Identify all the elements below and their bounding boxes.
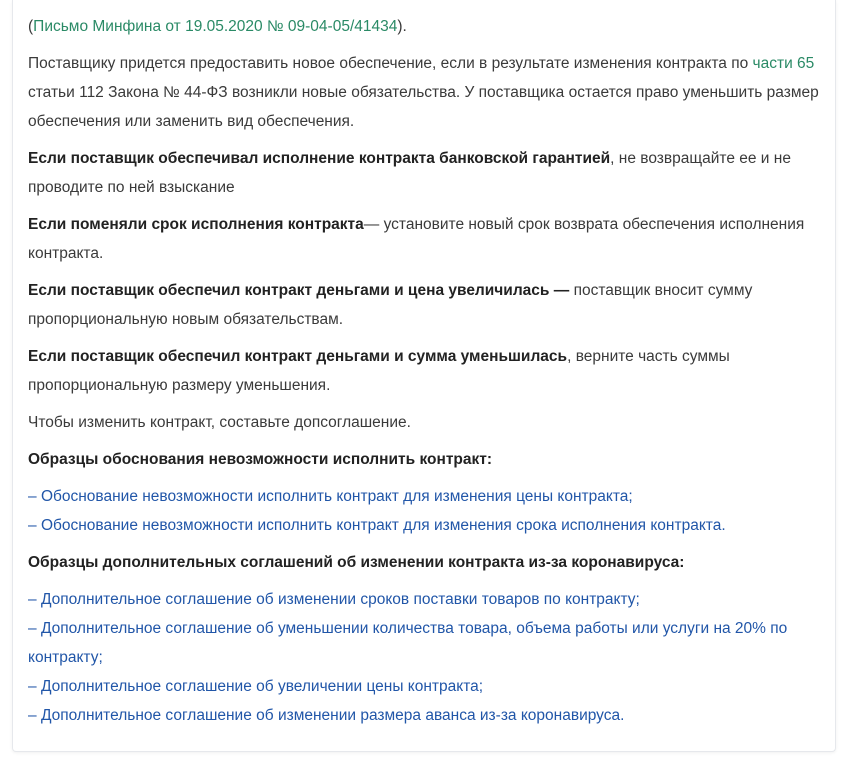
paragraph-text: — установите новый срок возврата обеспечения исполнения контракта. xyxy=(28,216,805,262)
paragraph-text: Поставщику придется предоставить новое обеспечение, если в результате изменения контракта по xyxy=(28,55,753,72)
paragraph-text: , не возвращайте ее и не проводите по ней взыскание xyxy=(28,150,791,196)
paragraph-bold: Если поставщик обеспечил контракт деньгами и сумма уменьшилась xyxy=(28,348,568,365)
justification-links-list xyxy=(28,482,828,540)
paragraph-text: , верните часть суммы пропорциональную размеру уменьшения. xyxy=(28,348,730,394)
paragraph-bold: Если поставщик обеспечивал исполнение контракта банковской гарантией xyxy=(28,150,611,167)
paragraph-new-security xyxy=(28,49,828,136)
paragraph-term-change xyxy=(28,210,828,268)
minfin-letter-link[interactable]: Письмо Минфина от 19.05.2020 № 09-04-05/41434 xyxy=(33,18,398,35)
list-item xyxy=(28,482,828,511)
justification-price-link[interactable]: Обоснование невозможности исполнить контракт для изменения цены контракта; xyxy=(40,488,633,505)
heading-justification-samples xyxy=(28,445,828,474)
dash-bullet: – xyxy=(28,678,37,695)
paren-close: ). xyxy=(397,18,407,35)
paragraph-price-increase xyxy=(28,276,828,334)
article-card xyxy=(12,0,836,752)
paragraph-text: поставщик вносит сумму пропорциональную новым обязательствам. xyxy=(28,282,753,328)
heading-text: Образцы дополнительных соглашений об изменении контракта из-за коронавируса: xyxy=(28,554,685,571)
agreement-quantity-reduction-link[interactable]: Дополнительное соглашение об уменьшении количества товара, объема работы или услуги на 20% по контракту; xyxy=(28,620,788,666)
paragraph-sum-decrease xyxy=(28,342,828,400)
paragraph-supplement: Чтобы изменить контракт, составьте допсоглашение. xyxy=(28,414,411,431)
list-item xyxy=(28,672,828,701)
agreement-price-increase-link[interactable]: Дополнительное соглашение об увеличении цены контракта; xyxy=(40,678,484,695)
heading-agreement-samples xyxy=(28,548,828,577)
agreement-links-list xyxy=(28,585,828,730)
paren-open: ( xyxy=(28,18,34,35)
part-65-link[interactable]: части 65 xyxy=(752,55,815,72)
paragraph-bank-guarantee xyxy=(28,144,828,202)
list-item xyxy=(28,511,828,540)
agreement-advance-change-link[interactable]: Дополнительное соглашение об изменении размера аванса из-за коронавируса. xyxy=(40,707,625,724)
source-reference xyxy=(28,12,828,41)
agreement-delivery-terms-link[interactable]: Дополнительное соглашение об изменении сроков поставки товаров по контракту; xyxy=(40,591,640,608)
paragraph-bold: Если поменяли срок исполнения контракта xyxy=(28,216,364,233)
list-item xyxy=(28,585,828,614)
article-content xyxy=(28,12,828,738)
dash-bullet: – xyxy=(28,517,37,534)
dash-bullet: – xyxy=(28,488,37,505)
list-item xyxy=(28,701,828,730)
heading-text: Образцы обоснования невозможности исполнить контракт: xyxy=(28,451,493,468)
dash-bullet: – xyxy=(28,620,37,637)
dash-bullet: – xyxy=(28,591,37,608)
paragraph-bold: Если поставщик обеспечил контракт деньгами и цена увеличилась — xyxy=(28,282,570,299)
paragraph-text: статьи 112 Закона № 44-ФЗ возникли новые обязательства. У поставщика остается право уменьшить размер обеспечения или заменить вид обеспечения. xyxy=(28,84,819,130)
dash-bullet: – xyxy=(28,707,37,724)
list-item xyxy=(28,614,828,672)
justification-term-link[interactable]: Обоснование невозможности исполнить контракт для изменения срока исполнения контракта. xyxy=(40,517,726,534)
